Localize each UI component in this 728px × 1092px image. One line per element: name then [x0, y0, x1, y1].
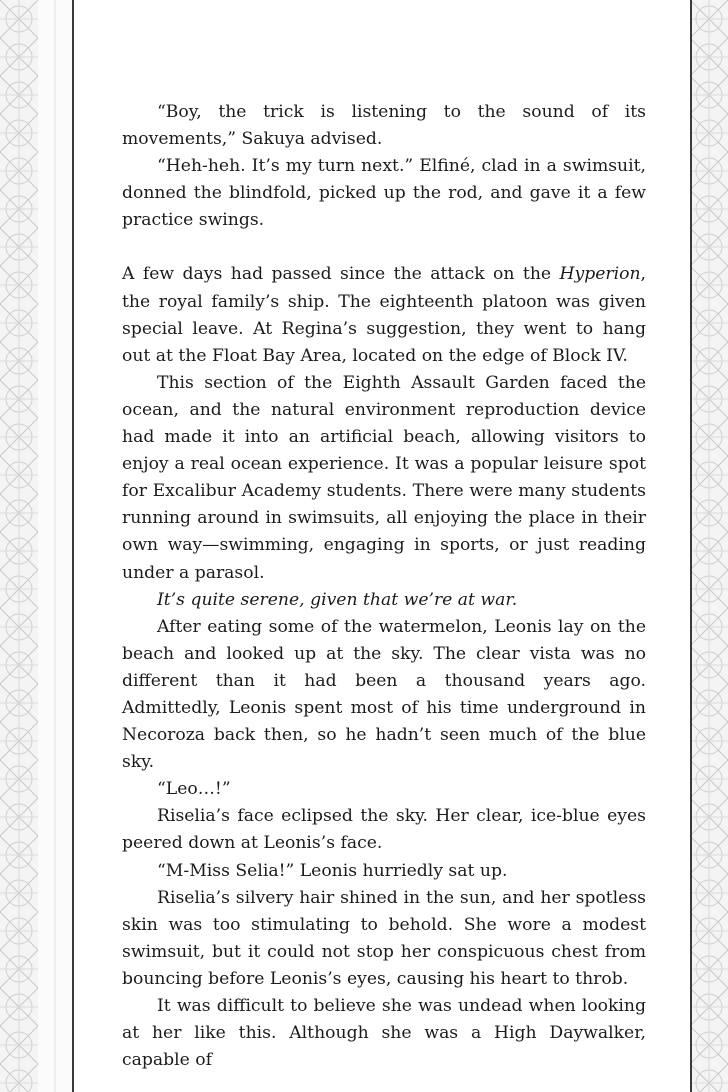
paragraph-p1 — [122, 99, 646, 153]
paragraph-p10 — [122, 885, 646, 993]
paragraph-p7 — [122, 776, 646, 803]
text-run: “Leo…!” — [157, 779, 231, 800]
paragraph-p4 — [122, 370, 646, 587]
decorative-border-right — [690, 0, 728, 1092]
decorative-border-left — [0, 0, 38, 1092]
text-run: After eating some of the watermelon, Leonis lay on the beach and looked up at the sky. The clear vista was no different than it had been a thousand years ago. Admittedly, Leonis spent most of his time underground in Necoroza back then, so he hadn’t seen much of the blue sky. — [122, 616, 646, 773]
italic-text: It’s quite serene, given that we’re at war. — [157, 589, 518, 610]
body-text — [122, 99, 646, 1074]
paragraph-p3 — [122, 261, 646, 369]
text-run: “M-Miss Selia!” Leonis hurriedly sat up. — [157, 860, 508, 881]
text-run: “Heh-heh. It’s my turn next.” Elfiné, clad in a swimsuit, donned the blindfold, picked up the rod, and gave it a few practice swings. — [122, 156, 646, 231]
italic-text: Hyperion — [559, 264, 641, 285]
text-run: Riselia’s face eclipsed the sky. Her clear, ice-blue eyes peered down at Leonis’s face. — [122, 806, 646, 854]
paragraph-p5 — [122, 587, 646, 614]
text-run: It was difficult to believe she was undead when looking at her like this. Although she was a High Daywalker, capable of — [122, 996, 646, 1071]
text-run: This section of the Eighth Assault Garden faced the ocean, and the natural environment reproduction device had made it into an artificial beach, allowing visitors to enjoy a real ocean experience. It was a popular leisure spot for Excalibur Academy students. There were many students running around in swimsuits, all enjoying the place in their own way—swimming, engaging in sports, or just reading under a parasol. — [122, 372, 646, 583]
section-break — [122, 234, 646, 261]
paragraph-p11 — [122, 993, 646, 1074]
text-run: , the royal family’s ship. The eighteenth platoon was given special leave. At Regina’s suggestion, they went to hang out at the Float Bay Area, located on the edge of Block IV. — [122, 264, 646, 366]
paragraph-p6 — [122, 614, 646, 777]
paragraph-p9 — [122, 858, 646, 885]
paragraph-p8 — [122, 803, 646, 857]
paragraph-p2 — [122, 153, 646, 234]
book-page — [72, 0, 692, 1092]
decorative-border-left-inner — [38, 0, 72, 1092]
text-run: “Boy, the trick is listening to the sound of its movements,” Sakuya advised. — [122, 102, 646, 150]
text-run: A few days had passed since the attack on the — [122, 264, 560, 285]
text-run: Riselia’s silvery hair shined in the sun, and her spotless skin was too stimulating to behold. She wore a modest swimsuit, but it could not stop her conspicuous chest from bouncing before Leonis’s eyes, causing his heart to throb. — [122, 887, 646, 989]
